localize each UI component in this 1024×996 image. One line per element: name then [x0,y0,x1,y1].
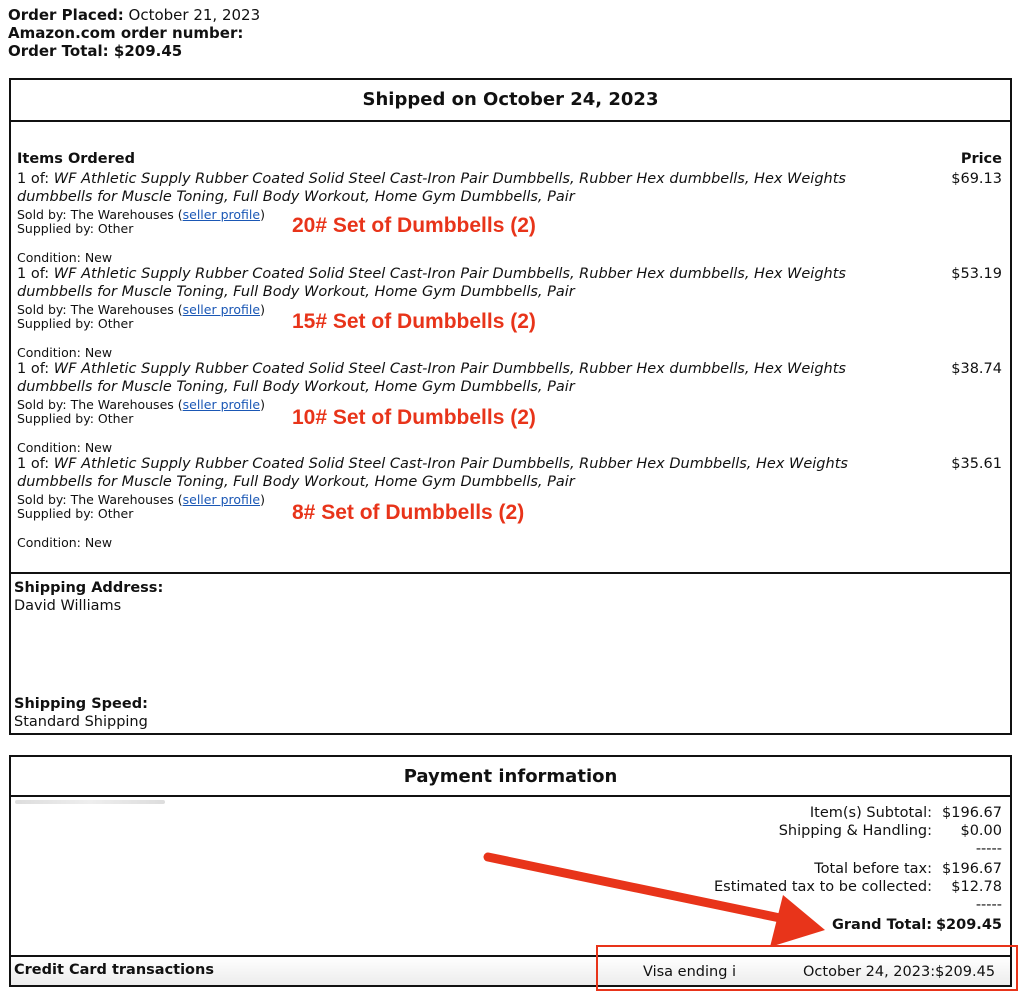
shipping-address-name: David Williams [14,598,122,614]
item-4-title-line1 [17,456,848,472]
shipment-box [9,78,1012,735]
item-2-title-line1 [17,266,846,282]
item-qty: 1 of: [17,266,50,282]
order-number-line [8,24,243,42]
item-1-annotation: 20# Set of Dumbbells (2) [292,214,536,237]
item-1-title-line2: dumbbells for Muscle Toning, Full Body Workout, Home Gym Dumbbells, Pair [17,189,575,205]
grand-total-value: $209.45 [935,917,1002,933]
price-header: Price [960,151,1002,167]
seller-profile-link[interactable]: seller profile [182,302,261,317]
grand-total-label: Grand Total: [832,917,932,933]
item-4-sold-by: Sold by: The Warehouses (seller profile) [17,492,265,507]
divider-row-2 [932,897,1002,913]
item-3-title-line2: dumbbells for Muscle Toning, Full Body Workout, Home Gym Dumbbells, Pair [17,379,575,395]
item-title: WF Athletic Supply Rubber Coated Solid Steel Cast-Iron Pair Dumbbells, Rubber Hex dumbbells, Hex Weights [53,361,846,377]
subtotal-label: Item(s) Subtotal: [809,805,932,821]
shipping-row [779,823,1002,839]
item-3-annotation: 10# Set of Dumbbells (2) [292,406,536,429]
items-divider [11,572,1010,574]
item-1-condition: Condition: New [17,250,113,265]
order-placed-line [8,6,260,24]
order-total-label: Order Total: $209.45 [8,42,183,60]
item-3-price: $38.74 [951,361,1002,377]
item-3-title-line1 [17,361,846,377]
item-4-annotation: 8# Set of Dumbbells (2) [292,501,525,524]
before-tax-value: $196.67 [942,861,1002,877]
tax-label: Estimated tax to be collected: [713,879,932,895]
divider-row-1 [932,841,1002,857]
shipping-address-label: Shipping Address: [14,580,164,596]
shipping-speed-value: Standard Shipping [14,714,148,730]
item-1-supplied-by: Supplied by: Other [17,221,134,236]
seller-profile-link[interactable]: seller profile [182,207,261,222]
seller-profile-link[interactable]: seller profile [182,492,261,507]
order-total-line [8,42,182,60]
item-2-annotation: 15# Set of Dumbbells (2) [292,310,536,333]
order-placed-date: October 21, 2023 [128,6,261,24]
item-2-sold-by: Sold by: The Warehouses (seller profile) [17,302,265,317]
item-4-price: $35.61 [951,456,1002,472]
shipping-label: Shipping & Handling: [778,823,932,839]
cc-date-amount: October 24, 2023:$209.45 [803,964,996,980]
cc-card-label: Visa ending i [643,964,737,980]
before-tax-row [814,861,1002,877]
item-qty: 1 of: [17,171,50,187]
cc-transactions-label: Credit Card transactions [14,962,214,978]
item-1-title-line1 [17,171,846,187]
payment-title: Payment information [403,766,618,787]
item-1-sold-by: Sold by: The Warehouses (seller profile) [17,207,265,222]
item-1-price: $69.13 [951,171,1002,187]
payment-title-divider [11,795,1010,797]
annotation-arrow-icon [480,850,830,945]
item-3-sold-by: Sold by: The Warehouses (seller profile) [17,397,265,412]
order-placed-label: Order Placed: [8,6,124,24]
items-ordered-header: Items Ordered [17,151,136,167]
item-qty: 1 of: [17,361,50,377]
divider-dashes: ----- [975,897,1002,913]
item-4-title-line2: dumbbells for Muscle Toning, Full Body Workout, Home Gym Dumbbells, Pair [17,474,575,490]
subtotal-row [810,805,1002,821]
item-2-supplied-by: Supplied by: Other [17,316,134,331]
item-3-supplied-by: Supplied by: Other [17,411,134,426]
item-2-title-line2: dumbbells for Muscle Toning, Full Body Workout, Home Gym Dumbbells, Pair [17,284,575,300]
item-title: WF Athletic Supply Rubber Coated Solid Steel Cast-Iron Pair Dumbbells, Rubber Hex Dumbbells, Hex Weights [53,456,848,472]
item-title: WF Athletic Supply Rubber Coated Solid Steel Cast-Iron Pair Dumbbells, Rubber Hex dumbbells, Hex Weights [53,266,846,282]
item-4-supplied-by: Supplied by: Other [17,506,134,521]
item-title: WF Athletic Supply Rubber Coated Solid Steel Cast-Iron Pair Dumbbells, Rubber Hex dumbbells, Hex Weights [53,171,846,187]
order-number-label: Amazon.com order number: [8,24,244,42]
item-3-condition: Condition: New [17,440,113,455]
shipment-title-divider [11,120,1010,122]
shipping-speed-label: Shipping Speed: [14,696,148,712]
cc-highlight-box [596,945,1018,991]
seller-profile-link[interactable]: seller profile [182,397,261,412]
divider-dashes: ----- [975,841,1002,857]
item-2-price: $53.19 [951,266,1002,282]
grand-total-row [832,917,1002,933]
before-tax-label: Total before tax: [814,861,932,877]
subtotal-value: $196.67 [942,805,1002,821]
shipping-value: $0.00 [960,823,1002,839]
item-4-condition: Condition: New [17,535,113,550]
item-qty: 1 of: [17,456,50,472]
tax-value: $12.78 [951,879,1002,895]
item-2-condition: Condition: New [17,345,113,360]
redacted-payment-method [15,800,165,804]
shipment-title: Shipped on October 24, 2023 [362,89,659,110]
